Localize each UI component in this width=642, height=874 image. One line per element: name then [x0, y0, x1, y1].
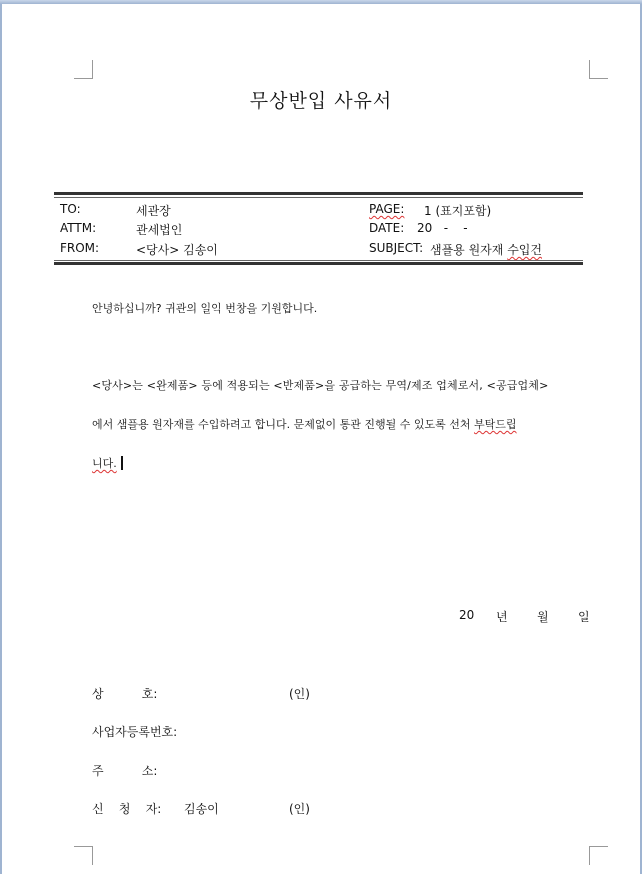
- applicant-label: 신 청 자:: [92, 802, 162, 816]
- page-value[interactable]: 1 (표지포함): [424, 204, 492, 218]
- body-paragraph-line-3[interactable]: [92, 455, 123, 471]
- to-label: TO:: [60, 202, 81, 216]
- applicant-seal: (인): [289, 802, 310, 816]
- company-seal: (인): [289, 687, 310, 701]
- subject-text: 샘플용 원자재: [430, 243, 508, 257]
- date-value[interactable]: 20 - -: [417, 221, 468, 235]
- text-cursor: [121, 456, 123, 470]
- page-label: PAGE:: [369, 202, 405, 216]
- subject-value[interactable]: [430, 241, 542, 258]
- from-label: FROM:: [60, 241, 100, 255]
- date-month-unit: 월: [537, 610, 549, 624]
- page-left-edge: [0, 4, 2, 874]
- margin-corner-top-right: [589, 60, 608, 79]
- date-day-unit: 일: [578, 610, 590, 624]
- date-year[interactable]: 20: [459, 608, 475, 622]
- window-top-border: [0, 0, 642, 4]
- body-paragraph-line-1[interactable]: <당사>는 <완제품> 등에 적용되는 <반제품>을 공급하는 무역/제조 업체로서, <공급업체>: [92, 379, 549, 392]
- margin-corner-bottom-right: [589, 846, 608, 865]
- margin-corner-top-left: [74, 60, 93, 79]
- margin-corner-bottom-left: [74, 846, 93, 865]
- header-rule-top: [54, 192, 583, 195]
- subject-label: SUBJECT:: [369, 241, 424, 255]
- header-rule-bottom-thin: [54, 260, 583, 261]
- header-rule-top-thin: [54, 197, 583, 198]
- subject-text-spellcheck: 수입건: [507, 243, 542, 257]
- date-year-unit: 년: [496, 610, 508, 624]
- date-label: DATE:: [369, 221, 405, 235]
- body-paragraph-line-2-text: 에서 샘플용 원자재를 수입하려고 합니다. 문제없이 통관 진행될 수 있도록 선처: [92, 418, 474, 431]
- applicant-name[interactable]: 김송이: [184, 802, 219, 816]
- attm-label: ATTM:: [60, 221, 97, 235]
- from-value[interactable]: <당사> 김송이: [136, 243, 218, 257]
- address-label: 주 소:: [92, 764, 158, 778]
- header-rule-bottom: [54, 262, 583, 265]
- company-label: 상 호:: [92, 687, 158, 701]
- attm-value[interactable]: 관세법인: [136, 223, 183, 237]
- business-number-label: 사업자등록번호:: [92, 725, 178, 739]
- to-value[interactable]: 세관장: [136, 204, 171, 218]
- document-title[interactable]: 무상반입 사유서: [249, 90, 393, 112]
- greeting-line[interactable]: 안녕하십니까? 귀관의 일익 번창을 기원합니다.: [92, 302, 318, 315]
- body-paragraph-line-3-text: 니다.: [92, 457, 117, 470]
- body-paragraph-line-2[interactable]: [92, 416, 517, 432]
- body-paragraph-line-2-spellcheck: 부탁드립: [474, 418, 517, 431]
